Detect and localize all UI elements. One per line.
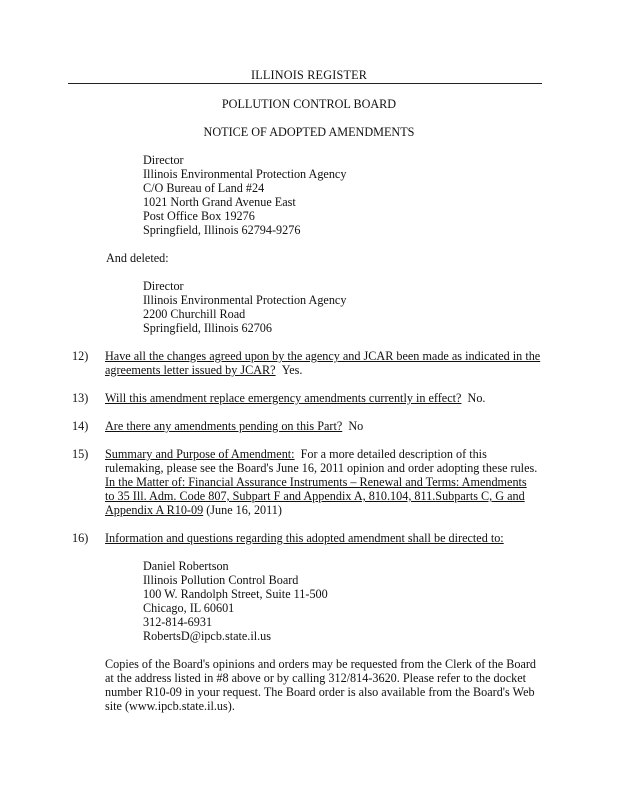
item-12-line-1 <box>105 349 540 364</box>
item-13-answer: No. <box>467 391 486 405</box>
closing-line: site (www.ipcb.state.il.us). <box>105 699 235 713</box>
item-15-line-2: rulemaking, please see the Board's June 16, 2011 opinion and order adopting these rules. <box>105 461 538 475</box>
item-16-question: Information and questions regarding this adopted amendment shall be directed to: <box>105 531 504 545</box>
contact-line: Chicago, IL 60601 <box>143 601 235 615</box>
item-14-line <box>105 419 363 434</box>
register-title: ILLINOIS REGISTER <box>250 68 368 82</box>
address-line: Post Office Box 19276 <box>143 209 255 223</box>
contact-line: 312-814-6931 <box>143 615 213 629</box>
item-14-answer: No <box>348 419 364 433</box>
item-number: 13) <box>72 391 89 405</box>
contact-email: RobertsD@ipcb.state.il.us <box>143 629 272 643</box>
item-number: 14) <box>72 419 89 433</box>
item-15-text: For a more detailed description of this <box>300 447 487 461</box>
item-12-answer: Yes. <box>281 363 303 377</box>
address-line: Springfield, Illinois 62706 <box>143 321 272 335</box>
item-15-line-1 <box>105 447 487 462</box>
item-15-line-3: In the Matter of: Financial Assurance Instruments – Renewal and Terms: Amendments <box>105 475 527 489</box>
item-13-line <box>105 391 485 406</box>
address-line: Springfield, Illinois 62794-9276 <box>143 223 301 237</box>
closing-line: number R10-09 in your request. The Board order is also available from the Board's Web <box>105 685 535 699</box>
address-line: 2200 Churchill Road <box>143 307 246 321</box>
address-line: Illinois Environmental Protection Agency <box>143 167 347 181</box>
item-16-line <box>105 531 504 546</box>
address-line: Director <box>143 153 184 167</box>
and-deleted-label: And deleted: <box>106 251 169 265</box>
notice-title: NOTICE OF ADOPTED AMENDMENTS <box>203 125 415 139</box>
address-line: Director <box>143 279 184 293</box>
item-number: 12) <box>72 349 89 363</box>
item-13-question: Will this amendment replace emergency amendments currently in effect? <box>105 391 462 405</box>
address-line: Illinois Environmental Protection Agency <box>143 293 347 307</box>
item-number: 15) <box>72 447 89 461</box>
item-12-line-2 <box>105 363 302 378</box>
item-14-question: Are there any amendments pending on this Part? <box>105 419 343 433</box>
item-15-line-4: to 35 Ill. Adm. Code 807, Subpart F and Appendix A, 810.104, 811.Subparts C, G and <box>105 489 525 503</box>
header-rule <box>68 83 542 84</box>
item-15-date: (June 16, 2011) <box>206 503 282 517</box>
contact-line: Daniel Robertson <box>143 559 229 573</box>
closing-line: Copies of the Board's opinions and orders may be requested from the Clerk of the Board <box>105 657 537 671</box>
item-15-line-5 <box>105 503 282 518</box>
address-line: C/O Bureau of Land #24 <box>143 181 265 195</box>
item-number: 16) <box>72 531 89 545</box>
contact-line: Illinois Pollution Control Board <box>143 573 299 587</box>
item-12-question: Have all the changes agreed upon by the agency and JCAR been made as indicated in the <box>105 349 541 363</box>
item-15-lead: Summary and Purpose of Amendment: <box>105 447 295 461</box>
address-line: 1021 North Grand Avenue East <box>143 195 296 209</box>
item-15-citation: Appendix A R10-09 <box>105 503 204 517</box>
item-12-question-cont: agreements letter issued by JCAR? <box>105 363 276 377</box>
board-title: POLLUTION CONTROL BOARD <box>221 97 397 111</box>
closing-line: at the address listed in #8 above or by calling 312/814-3620. Please refer to the docket <box>105 671 527 685</box>
contact-line: 100 W. Randolph Street, Suite 11-500 <box>143 587 328 601</box>
